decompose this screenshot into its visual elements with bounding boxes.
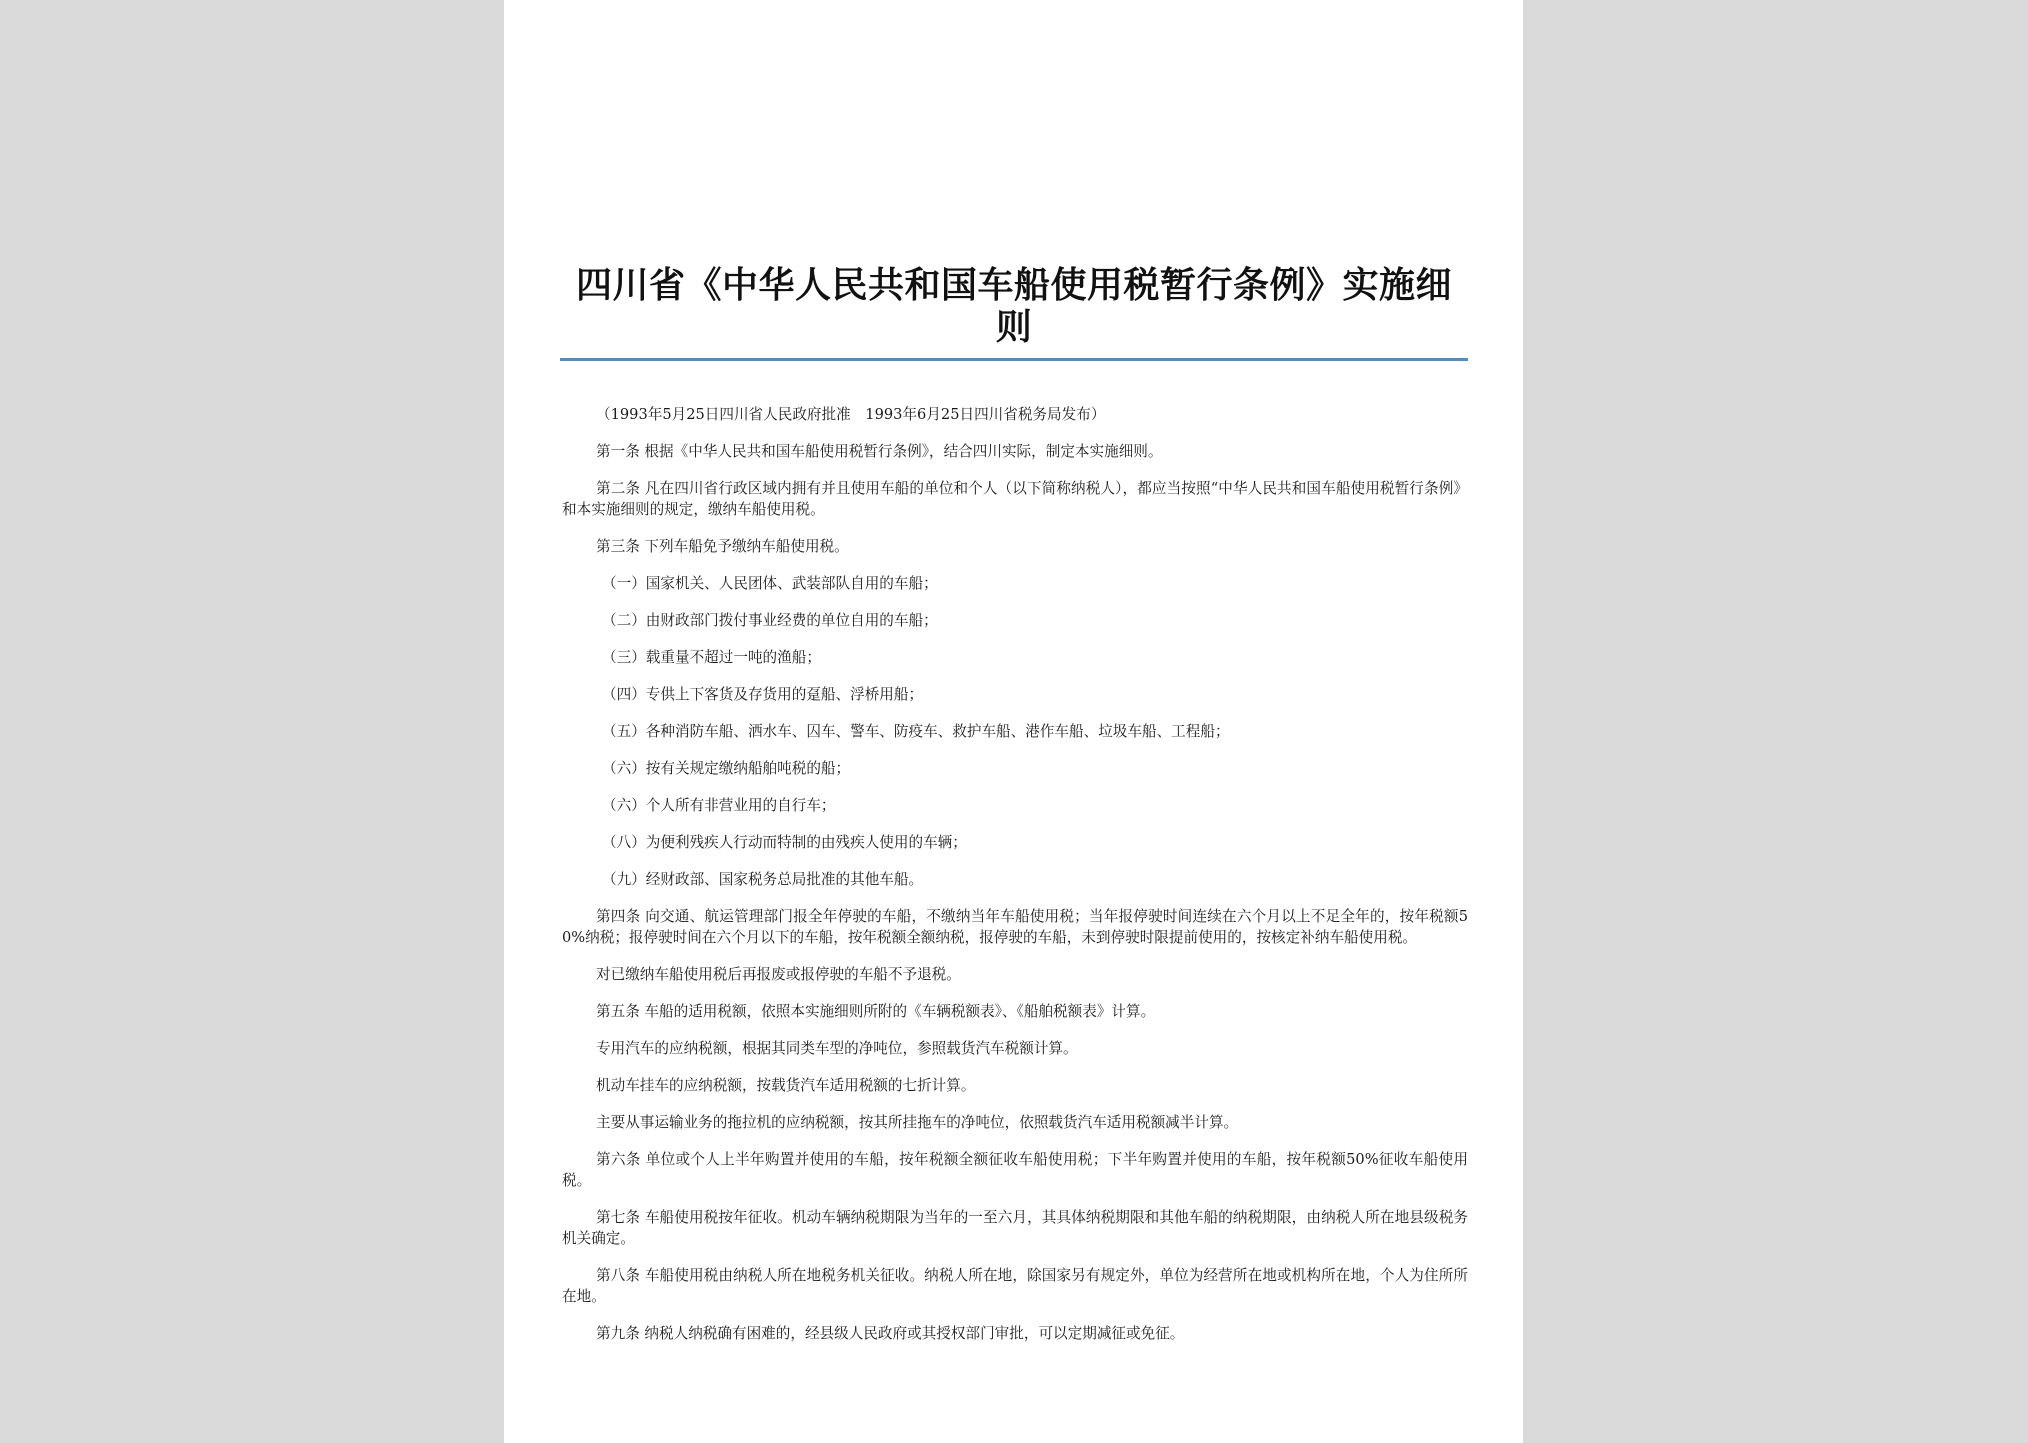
document-body (562, 404, 1468, 1360)
exemption-item-9: （九）经财政部、国家税务总局批准的其他车船。 (602, 871, 924, 888)
article-5-tractors: 主要从事运输业务的拖拉机的应纳税额，按其所挂拖车的净吨位，依照载货汽车适用税额减半计算。 (596, 1114, 1239, 1131)
exemption-item-7: （六）个人所有非营业用的自行车； (602, 797, 836, 814)
exemption-item-5: （五）各种消防车船、洒水车、囚车、警车、防疫车、救护车船、港作车船、垃圾车船、工程船； (602, 723, 1230, 740)
title-divider (560, 358, 1468, 361)
exemption-item-1: （一）国家机关、人民团体、武装部队自用的车船； (602, 575, 938, 592)
article-9: 第九条 纳税人纳税确有困难的，经县级人民政府或其授权部门审批，可以定期减征或免征。 (596, 1325, 1185, 1342)
article-4: 第四条 向交通、航运管理部门报全年停驶的车船，不缴纳当年车船使用税；当年报停驶时间连续在六个月以上不足全年的，按年税额50%纳税；报停驶时间在六个月以下的车船，按年税额全额纳税，报停驶的车船，未到停驶时限提前使用的，按核定补纳车船使用税。 (562, 908, 1468, 946)
article-2: 第二条 凡在四川省行政区域内拥有并且使用车船的单位和个人（以下简称纳税人），都应当按照“中华人民共和国车船使用税暂行条例》和本实施细则的规定，缴纳车船使用税。 (562, 480, 1468, 518)
exemption-item-8: （八）为便利残疾人行动而特制的由残疾人使用的车辆； (602, 834, 967, 851)
exemption-item-4: （四）专供上下客货及存货用的趸船、浮桥用船； (602, 686, 924, 703)
article-5: 第五条 车船的适用税额，依照本实施细则所附的《车辆税额表》、《船舶税额表》计算。 (596, 1003, 1156, 1020)
exemption-item-6: （六）按有关规定缴纳船舶吨税的船； (602, 760, 851, 777)
article-7: 第七条 车船使用税按年征收。机动车辆纳税期限为当年的一至六月，其具体纳税期限和其他车船的纳税期限，由纳税人所在地县级税务机关确定。 (562, 1209, 1468, 1247)
approval-note: （1993年5月25日四川省人民政府批准 1993年6月25日四川省税务局发布） (596, 406, 1106, 423)
article-5-trailers: 机动车挂车的应纳税额，按载货汽车适用税额的七折计算。 (596, 1077, 976, 1094)
article-4-note: 对已缴纳车船使用税后再报废或报停驶的车船不予退税。 (596, 966, 961, 983)
exemption-item-2: （二）由财政部门拨付事业经费的单位自用的车船； (602, 612, 938, 629)
article-8: 第八条 车船使用税由纳税人所在地税务机关征收。纳税人所在地，除国家另有规定外，单位为经营所在地或机构所在地，个人为住所所在地。 (562, 1267, 1468, 1305)
exemption-item-3: （三）载重量不超过一吨的渔船； (602, 649, 821, 666)
article-6: 第六条 单位或个人上半年购置并使用的车船，按年税额全额征收车船使用税；下半年购置并使用的车船，按年税额50%征收车船使用税。 (562, 1151, 1468, 1189)
article-3: 第三条 下列车船免予缴纳车船使用税。 (596, 538, 849, 555)
document-page (504, 0, 1523, 1443)
article-5-special-vehicles: 专用汽车的应纳税额，根据其同类车型的净吨位，参照载货汽车税额计算。 (596, 1040, 1078, 1057)
article-1: 第一条 根据《中华人民共和国车船使用税暂行条例》，结合四川实际，制定本实施细则。 (596, 443, 1163, 460)
document-title: 四川省《中华人民共和国车船使用税暂行条例》实施细则 (575, 264, 1452, 348)
